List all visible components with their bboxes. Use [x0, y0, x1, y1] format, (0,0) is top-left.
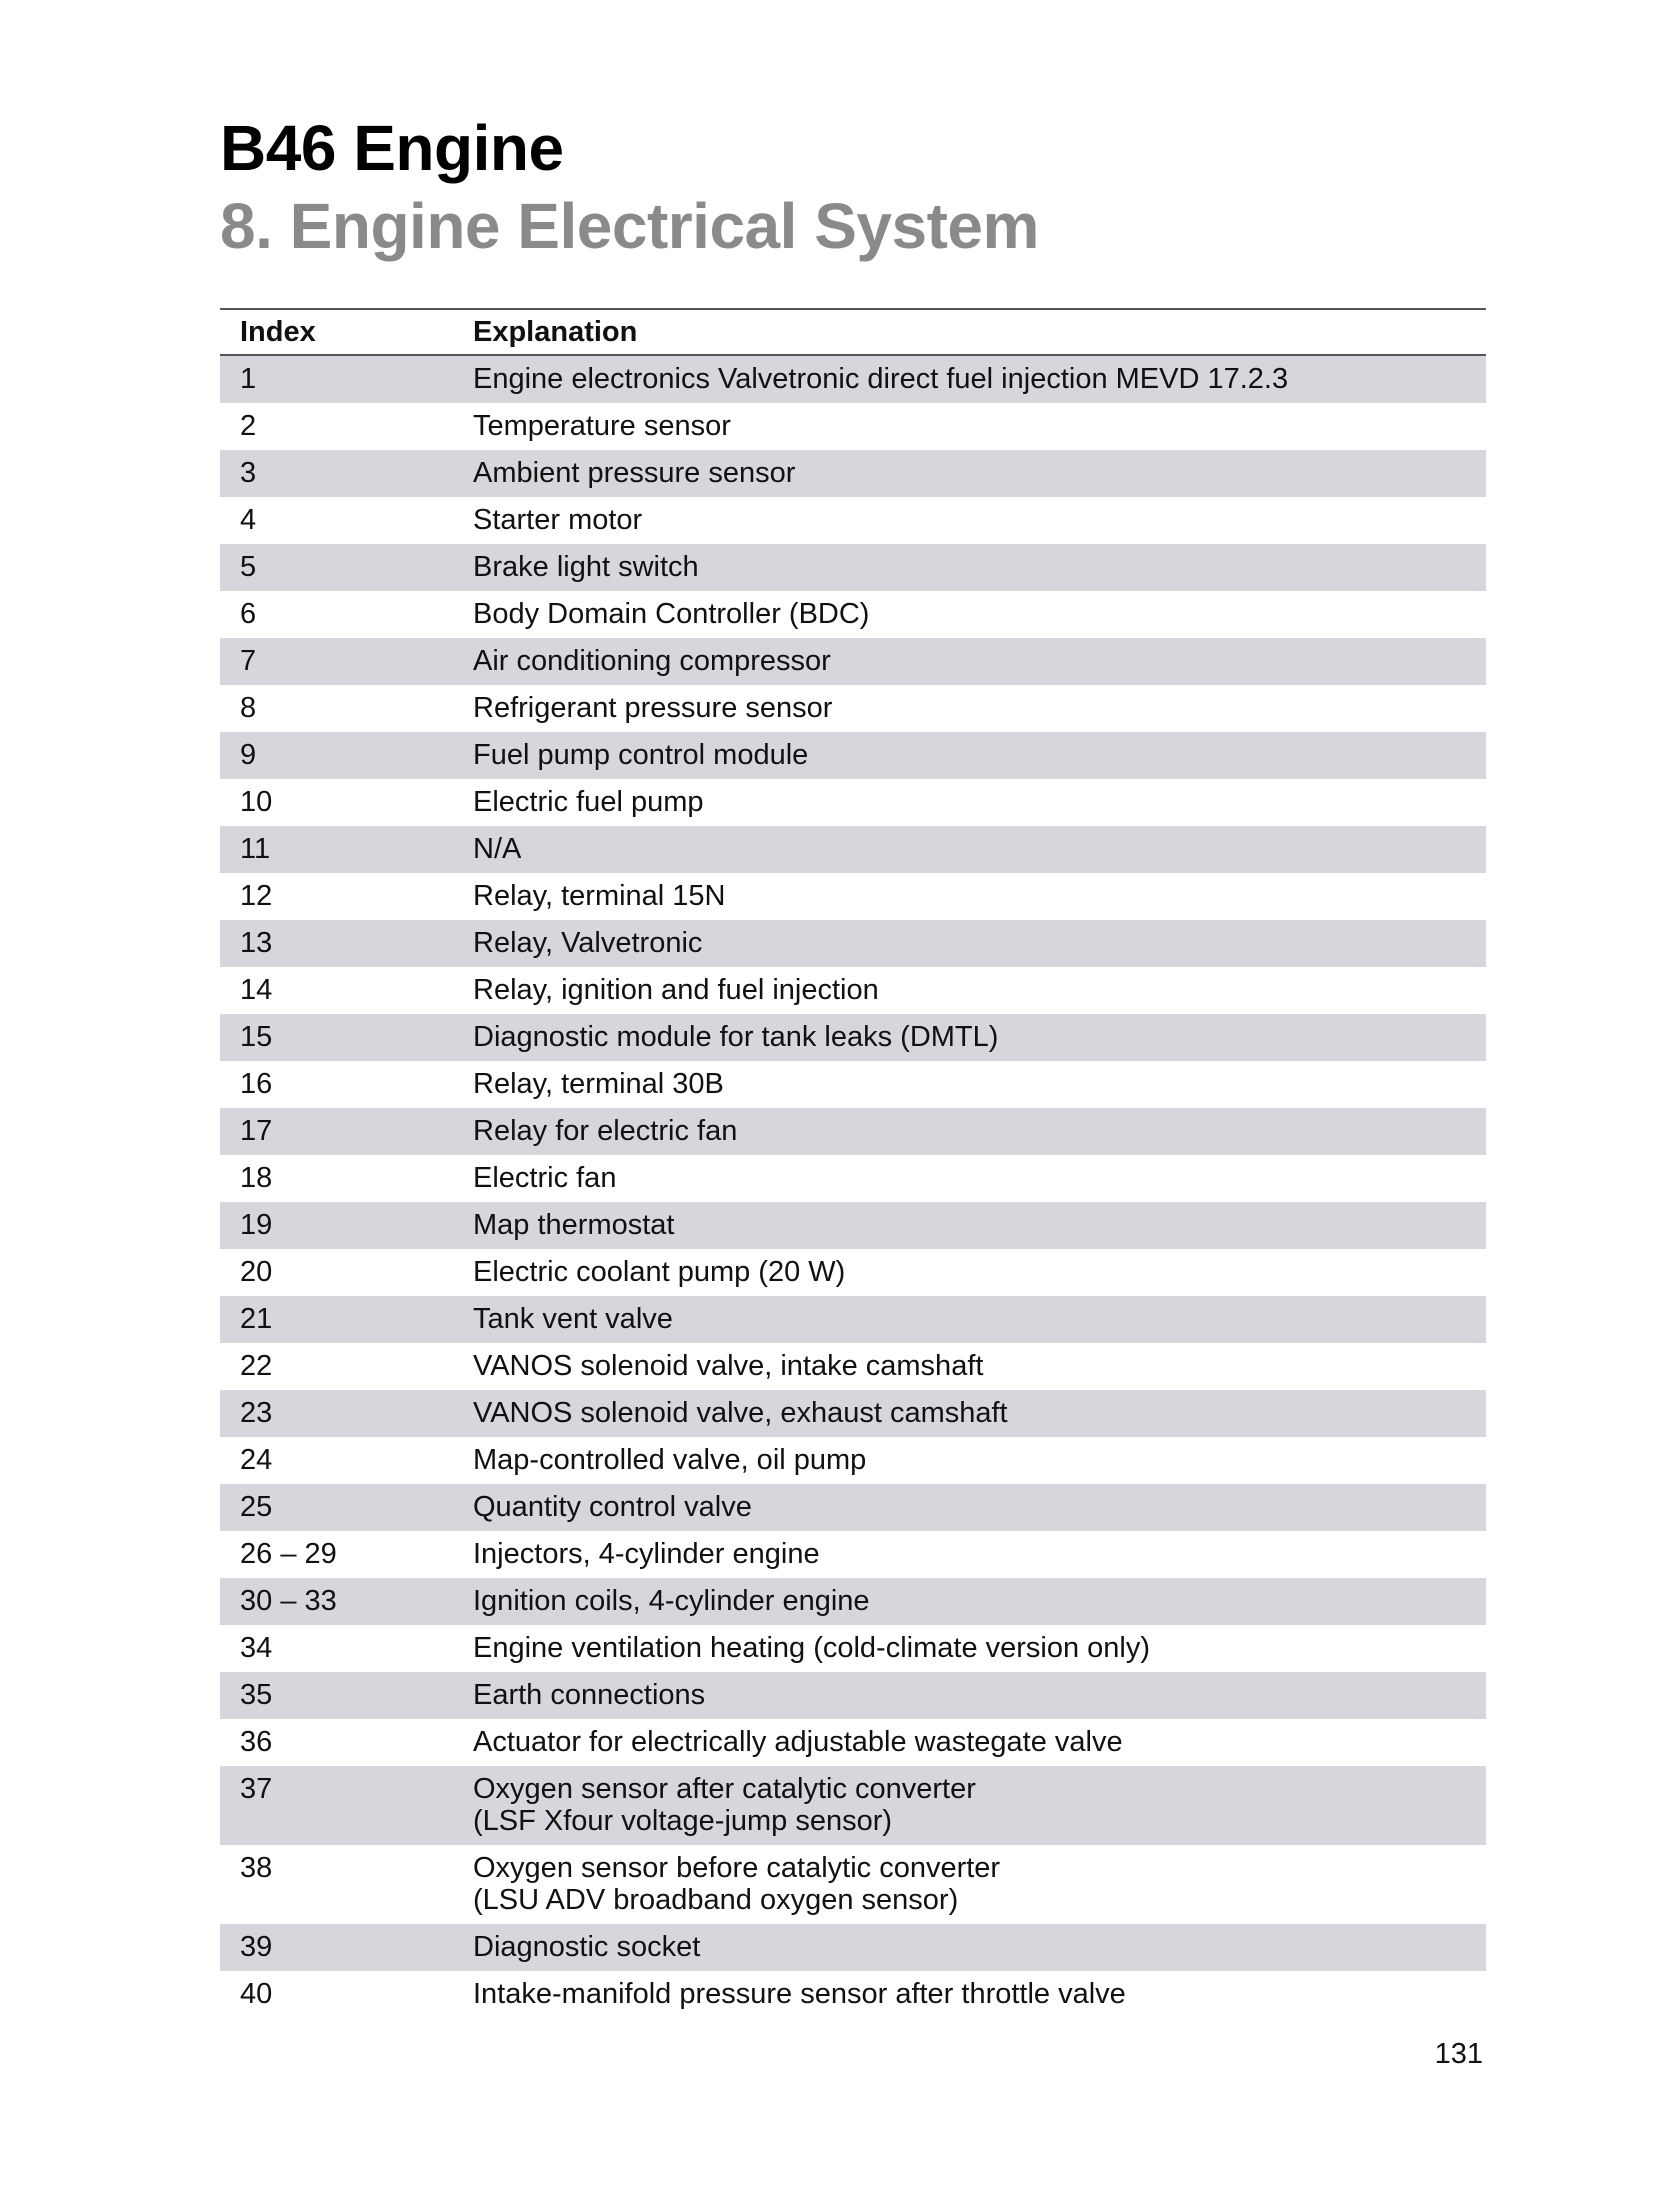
table-row	[220, 920, 1486, 967]
row-explanation: Relay, Valvetronic	[473, 927, 703, 959]
row-index: 5	[240, 551, 257, 583]
table-row	[220, 450, 1486, 497]
row-explanation: Relay, terminal 15N	[473, 880, 726, 912]
table-row	[220, 1971, 1486, 2018]
row-index: 40	[240, 1978, 273, 2010]
table-row	[220, 1061, 1486, 1108]
table-row	[220, 638, 1486, 685]
row-index: 35	[240, 1679, 273, 1711]
table-row	[220, 1108, 1486, 1155]
table-row	[220, 685, 1486, 732]
row-explanation: Engine electronics Valvetronic direct fuel injection MEVD 17.2.3	[473, 363, 1289, 395]
page-number: 131	[1434, 2038, 1483, 2070]
row-index: 20	[240, 1256, 273, 1288]
row-explanation: Oxygen sensor before catalytic converter (LSU ADV broadband oxygen sensor)	[473, 1852, 1001, 1916]
row-index: 7	[240, 645, 257, 677]
table-row	[220, 1766, 1486, 1845]
index-table	[220, 308, 1486, 2018]
row-explanation: Tank vent valve	[473, 1303, 673, 1335]
row-explanation: Starter motor	[473, 504, 643, 536]
row-explanation: Relay, terminal 30B	[473, 1068, 724, 1100]
row-index: 26 – 29	[240, 1538, 337, 1570]
table-body	[220, 356, 1486, 2018]
row-index: 24	[240, 1444, 273, 1476]
row-explanation: Relay, ignition and fuel injection	[473, 974, 879, 1006]
table-row	[220, 1578, 1486, 1625]
row-index: 13	[240, 927, 273, 959]
table-row	[220, 1343, 1486, 1390]
row-index: 11	[240, 833, 271, 865]
table-row	[220, 544, 1486, 591]
table-row	[220, 591, 1486, 638]
row-index: 23	[240, 1397, 273, 1429]
row-index: 37	[240, 1773, 273, 1805]
row-explanation: VANOS solenoid valve, exhaust camshaft	[473, 1397, 1008, 1429]
row-explanation: Oxygen sensor after catalytic converter (LSF Xfour voltage-jump sensor)	[473, 1773, 976, 1837]
row-explanation: Intake-manifold pressure sensor after throttle valve	[473, 1978, 1126, 2010]
table-row	[220, 1296, 1486, 1343]
row-explanation: Diagnostic socket	[473, 1931, 701, 1963]
row-index: 19	[240, 1209, 273, 1241]
table-row	[220, 967, 1486, 1014]
table-header	[220, 308, 1486, 356]
row-explanation: N/A	[473, 833, 522, 865]
row-index: 22	[240, 1350, 273, 1382]
table-row	[220, 356, 1486, 403]
table-row	[220, 779, 1486, 826]
row-explanation: Diagnostic module for tank leaks (DMTL)	[473, 1021, 999, 1053]
column-header-explanation: Explanation	[473, 315, 638, 348]
row-explanation: Earth connections	[473, 1679, 706, 1711]
row-index: 38	[240, 1852, 273, 1884]
table-row	[220, 1625, 1486, 1672]
table-row	[220, 873, 1486, 920]
row-explanation: Electric fan	[473, 1162, 617, 1194]
page-header	[220, 110, 1039, 266]
row-explanation: VANOS solenoid valve, intake camshaft	[473, 1350, 984, 1382]
table-row	[220, 732, 1486, 779]
table-row	[220, 1014, 1486, 1061]
table-row	[220, 1155, 1486, 1202]
row-explanation: Electric coolant pump (20 W)	[473, 1256, 846, 1288]
row-index: 14	[240, 974, 273, 1006]
row-explanation: Actuator for electrically adjustable wastegate valve	[473, 1726, 1123, 1758]
table-row	[220, 1202, 1486, 1249]
row-index: 12	[240, 880, 273, 912]
row-index: 15	[240, 1021, 273, 1053]
row-explanation: Relay for electric fan	[473, 1115, 738, 1147]
row-index: 6	[240, 598, 257, 630]
row-explanation: Body Domain Controller (BDC)	[473, 598, 870, 630]
section-title: 8. Engine Electrical System	[220, 190, 1039, 262]
row-explanation: Map-controlled valve, oil pump	[473, 1444, 867, 1476]
row-index: 3	[240, 457, 257, 489]
row-index: 25	[240, 1491, 273, 1523]
table-row	[220, 1390, 1486, 1437]
table-row	[220, 1845, 1486, 1924]
row-explanation: Brake light switch	[473, 551, 699, 583]
row-index: 36	[240, 1726, 273, 1758]
table-row	[220, 826, 1486, 873]
table-row	[220, 1672, 1486, 1719]
row-explanation: Fuel pump control module	[473, 739, 809, 771]
row-explanation: Injectors, 4-cylinder engine	[473, 1538, 820, 1570]
table-row	[220, 1924, 1486, 1971]
row-explanation: Electric fuel pump	[473, 786, 704, 818]
row-index: 18	[240, 1162, 273, 1194]
table-row	[220, 1484, 1486, 1531]
page-title: B46 Engine	[220, 112, 564, 184]
row-index: 8	[240, 692, 257, 724]
row-index: 34	[240, 1632, 273, 1664]
row-index: 17	[240, 1115, 273, 1147]
row-explanation: Map thermostat	[473, 1209, 675, 1241]
row-index: 21	[240, 1303, 273, 1335]
row-explanation: Ignition coils, 4-cylinder engine	[473, 1585, 870, 1617]
row-index: 1	[240, 363, 257, 395]
row-index: 2	[240, 410, 257, 442]
row-index: 4	[240, 504, 257, 536]
row-explanation: Refrigerant pressure sensor	[473, 692, 833, 724]
row-index: 16	[240, 1068, 273, 1100]
row-index: 39	[240, 1931, 273, 1963]
row-index: 10	[240, 786, 273, 818]
table-row	[220, 497, 1486, 544]
row-explanation: Ambient pressure sensor	[473, 457, 796, 489]
row-explanation: Temperature sensor	[473, 410, 731, 442]
row-index: 9	[240, 739, 257, 771]
row-index: 30 – 33	[240, 1585, 337, 1617]
table-row	[220, 403, 1486, 450]
row-explanation: Quantity control valve	[473, 1491, 752, 1523]
table-row	[220, 1531, 1486, 1578]
column-header-index: Index	[240, 315, 316, 348]
table-row	[220, 1249, 1486, 1296]
table-row	[220, 1719, 1486, 1766]
table-row	[220, 1437, 1486, 1484]
row-explanation: Air conditioning compressor	[473, 645, 831, 677]
row-explanation: Engine ventilation heating (cold-climate version only)	[473, 1632, 1151, 1664]
